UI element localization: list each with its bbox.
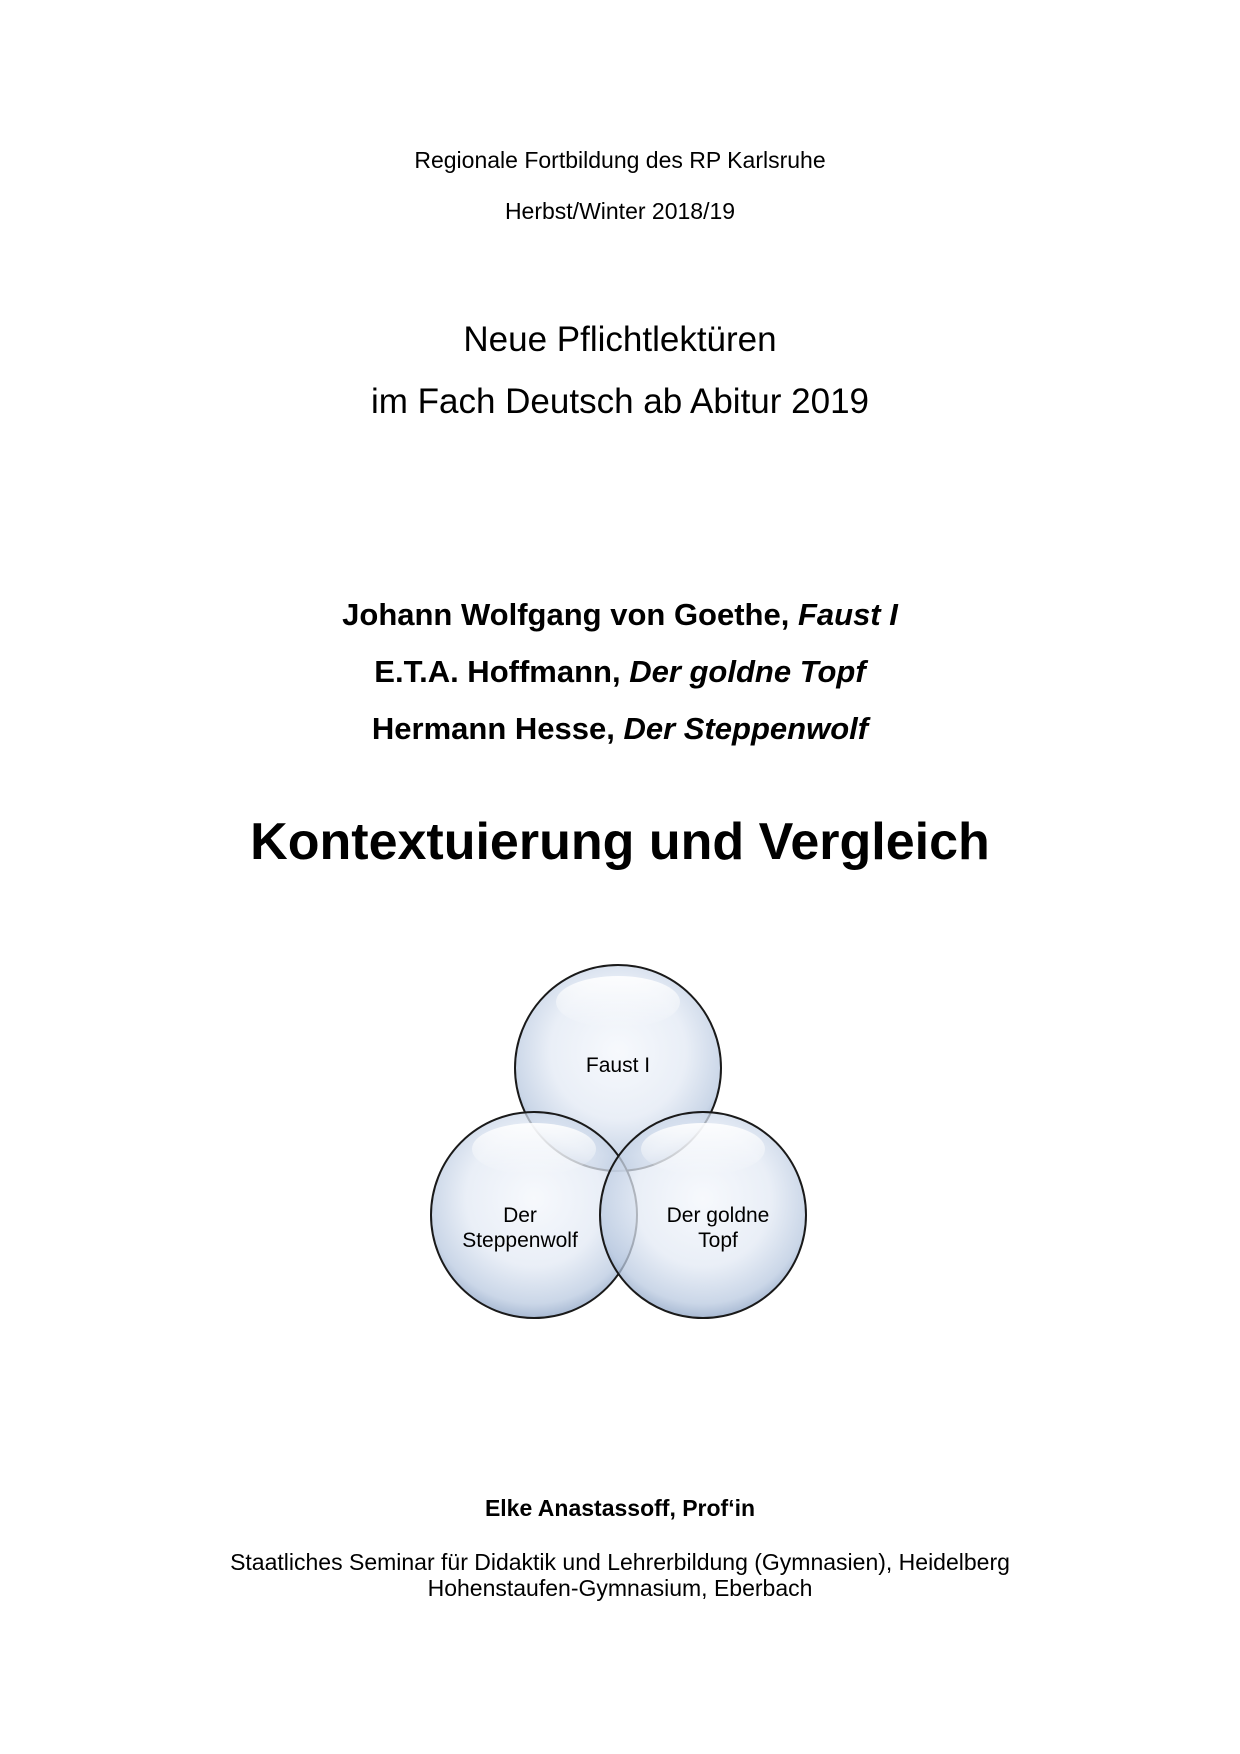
venn-label-steppenwolf-1: Der [503, 1204, 537, 1227]
venn-diagram [0, 960, 1240, 1340]
author-name: Elke Anastassoff [484, 1495, 670, 1521]
term-line: Herbst/Winter 2018/19 [504, 198, 736, 224]
work-line-topf [0, 654, 1240, 690]
venn-label-topf-2: Topf [698, 1229, 738, 1252]
work-line-steppenwolf [0, 711, 1240, 747]
organizer-line: Regionale Fortbildung des RP Karlsruhe [414, 147, 826, 173]
topic-line-2: im Fach Deutsch ab Abitur 2019 [370, 382, 870, 421]
work-title: Der goldne Topf [629, 654, 866, 689]
work-title: Der Steppenwolf [623, 711, 869, 746]
institution-line-2: Hohenstaufen-Gymnasium, Eberbach [427, 1575, 813, 1601]
venn-label-faust: Faust I [585, 1054, 651, 1077]
institution-line-1: Staatliches Seminar für Didaktik und Lehrerbildung (Gymnasien), Heidelberg [230, 1549, 1010, 1575]
work-author: E.T.A. Hoffmann, [374, 654, 630, 689]
work-author: Hermann Hesse, [371, 711, 624, 746]
work-title: Faust I [797, 597, 898, 632]
main-title: Kontextuierung und Vergleich [250, 813, 990, 871]
author-title: , Prof‘in [669, 1495, 756, 1521]
work-line-faust [0, 597, 1240, 633]
work-author: Johann Wolfgang von Goethe, [342, 597, 798, 632]
author-line [0, 1495, 1240, 1522]
venn-label-steppenwolf-2: Steppenwolf [462, 1229, 578, 1252]
venn-label-topf-1: Der goldne [666, 1204, 770, 1227]
topic-line-1: Neue Pflichtlektüren [463, 320, 777, 359]
